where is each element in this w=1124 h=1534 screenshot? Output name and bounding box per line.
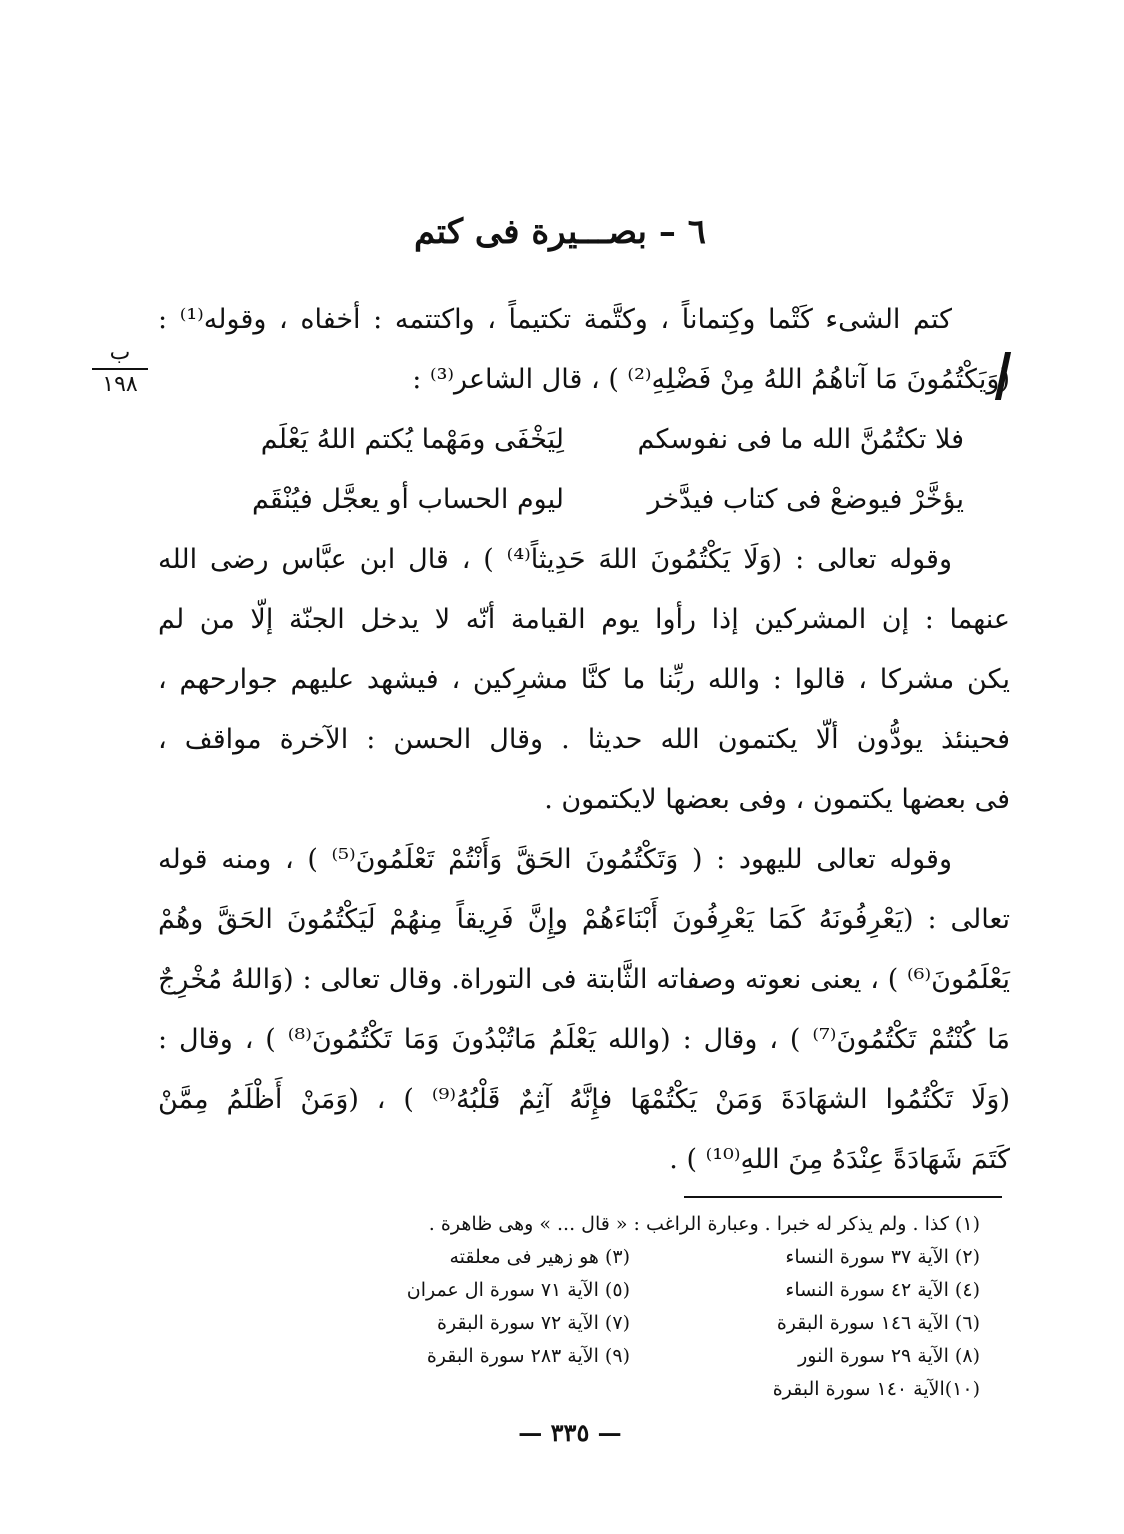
verse-hemistich: يؤخَّرْ فيوضعْ فى كتاب فيدَّخر: [647, 484, 964, 515]
footnote: (٨) الآية ٢٩ سورة النور: [798, 1345, 980, 1367]
text-line: يَعْلَمُونَ⁽⁶⁾ ) ، يعنى نعوته وصفاته الثَّابتة فى التوراة. وقال تعالى : (وَاللهُ مُخْرِجٌ: [158, 964, 1010, 995]
text-line: تعالى : (يَعْرِفُونَهُ كَمَا يَعْرِفُونَ أَبْنَاءَهُمْ وإِنَّ فَرِيقاً مِنهُمْ لَيَكْتُمُونَ الحَقَّ وهُمْ: [158, 904, 1010, 935]
verse-hemistich: فلا تكتُمُنَّ الله ما فى نفوسكم: [637, 424, 964, 455]
text-line: (وَلَا تَكْتُمُوا الشهَادَةَ وَمَنْ يَكْتُمْهَا فإِنَّهُ آثِمٌ قَلْبُهُ⁽⁹⁾ ) ، (وَمَنْ أَظْلَمُ مِمَّنْ: [158, 1084, 1011, 1115]
footnote: (٢) الآية ٣٧ سورة النساء: [785, 1246, 980, 1268]
text-line: فحينئذ يودُّون ألّا يكتمون الله حديثا . وقال الحسن : الآخرة مواقف ،: [158, 724, 1010, 755]
verse-line: [158, 470, 1010, 530]
footnote: (٩) الآية ٢٨٣ سورة البقرة: [426, 1345, 630, 1367]
footnotes: [280, 1208, 980, 1406]
text-line: فى بعضها يكتمون ، وفى بعضها لايكتمون .: [544, 784, 1010, 815]
footnote: (١٠)الآية ١٤٠ سورة البقرة: [772, 1378, 980, 1400]
footnote: (٧) الآية ٧٢ سورة البقرة: [437, 1312, 630, 1334]
footnote: (١) كذا . ولم يذكر له خبرا . وعبارة الراغب : « قال ... » وهى ظاهرة .: [428, 1213, 980, 1235]
verse-hemistich: ليوم الحساب أو يعجَّل فيُنْقَم: [251, 484, 564, 515]
margin-reference: [92, 340, 148, 398]
footnote: (٣) هو زهير فى معلقته: [449, 1246, 630, 1268]
footnote: (٤) الآية ٤٢ سورة النساء: [785, 1279, 980, 1301]
body-text: [158, 290, 1010, 1190]
margin-reference-rule: [92, 368, 148, 370]
verse-line: [158, 410, 1010, 470]
footnote: (٥) الآية ٧١ سورة ال عمران: [406, 1279, 630, 1301]
text-line: وقوله تعالى لليهود : ( وَتَكْتُمُونَ الحَقَّ وَأَنْتُمْ تَعْلَمُونَ⁽⁵⁾ ) ، ومنه قوله: [158, 844, 953, 875]
text-line: كتم الشىء كَتْما وكِتماناً ، وكتَّمة تكتيماً ، واكتتمه : أخفاه ، وقوله⁽¹⁾ :: [158, 304, 953, 335]
page-number: — ٣٣٥ —: [518, 1418, 622, 1447]
margin-reference-letter: ب: [109, 340, 131, 365]
section-title: ٦ – بصـــيرة فى كتم: [414, 212, 706, 252]
text-line: (وَيَكْتُمُونَ مَا آتاهُمُ اللهُ مِنْ فَضْلِهِ⁽²⁾ ) ، قال الشاعر⁽³⁾ :: [412, 364, 1010, 395]
text-line: يكن مشركا ، قالوا : والله ربِّنا ما كنَّا مشرِكين ، فيشهد عليهم جوارحهم ،: [158, 664, 1010, 695]
margin-reference-number: ١٩٨: [102, 372, 138, 397]
footnote-separator: [684, 1196, 1002, 1198]
verse-hemistich: لِيَخْفَى ومَهْما يُكتم اللهُ يَعْلَم: [260, 424, 564, 455]
text-line: عنهما : إن المشركين إذا رأوا يوم القيامة أنّه لا يدخل الجنّة إلّا من لم: [158, 604, 1010, 635]
footnote: (٦) الآية ١٤٦ سورة البقرة: [776, 1312, 980, 1334]
text-line: كَتَمَ شَهَادَةً عِنْدَهُ مِنَ اللهِ⁽¹⁰⁾ ) .: [669, 1144, 1010, 1175]
text-line: مَا كُنْتُمْ تَكْتُمُونَ⁽⁷⁾ ) ، وقال : (والله يَعْلَمُ مَاتُبْدُونَ وَمَا تَكْتُمُونَ⁽⁸⁾ ) ، وقال :: [158, 1024, 1010, 1055]
text-line: وقوله تعالى : (وَلَا يَكْتُمُونَ اللهَ حَدِيثاً⁽⁴⁾ ) ، قال ابن عبَّاس رضى الله: [158, 544, 952, 575]
